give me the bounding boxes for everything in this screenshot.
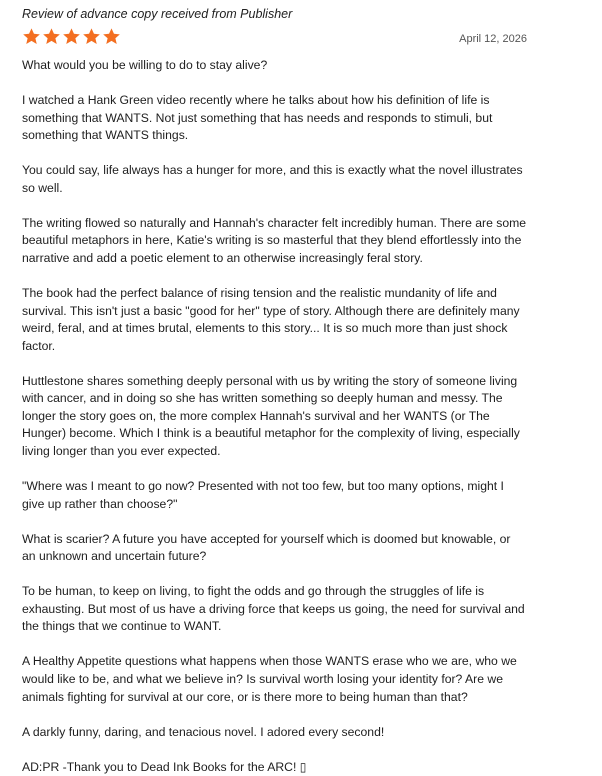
review-body [22,57,527,776]
review-card [22,6,527,776]
review-paragraph: "Where was I meant to go now? Presented with not too few, but too many options, might I give up rather than choose?" [22,479,504,511]
review-paragraph: What is scarier? A future you have accepted for yourself which is doomed but knowable, or an unknown and uncertain future? [22,531,511,564]
review-paragraph: Huttlestone shares something deeply personal with us by writing the story of someone living with cancer, and in doing so she has written something so deeply human and messy. The longer the story goes on, the more complex Hannah's survival and her WANTS (or The Hunger) become. Which I think is a beautiful metaphor for the complexity of living, especially living longer than you ever expected. [22,373,520,459]
star-icon [62,27,81,46]
review-paragraph: A Healthy Appetite questions what happens when those WANTS erase who we are, who we would like to be, and what we believe in? Is survival worth losing your identity for? Are we animals fighting for survival at our core, or is there more to being human than that? [22,654,517,704]
review-paragraph: To be human, to keep on living, to fight the odds and go through the struggles of life is exhausting. But most of us have a driving force that keeps us going, the need for survival and the things that we continue to WANT. [22,584,525,634]
star-icon [102,27,121,46]
review-paragraph: The writing flowed so naturally and Hannah's character felt incredibly human. There are some beautiful metaphors in here, Katie's writing is so masterful that they blend effortlessly into the narrative and add a poetic element to an otherwise increasingly feral story. [22,215,527,265]
review-paragraph: You could say, life always has a hunger for more, and this is exactly what the novel illustrates so well. [22,163,523,195]
star-icon [22,27,41,46]
star-rating [22,27,121,49]
review-paragraph: A darkly funny, daring, and tenacious novel. I adored every second! [22,724,385,739]
review-paragraph: The book had the perfect balance of rising tension and the realistic mundanity of life and survival. This isn't just a basic "good for her" type of story. Although there are definitely many weird, feral, and at times brutal, elements to this story... It is so much more than just shock factor. [22,285,520,353]
review-meta-row [22,27,527,51]
review-paragraph: I watched a Hank Green video recently where he talks about how his definition of life is something that WANTS. Not just something that has needs and responds to stimuli, but something that WANTS things. [22,92,493,143]
review-paragraph: What would you be willing to do to stay alive? [22,58,268,72]
star-icon [42,27,61,46]
review-paragraph: AD:PR -Thank you to Dead Ink Books for the ARC! ▯ [22,759,307,774]
advance-copy-note: Review of advance copy received from Publisher [22,7,293,21]
review-date: April 12, 2026 [459,33,527,45]
star-icon [82,27,101,46]
